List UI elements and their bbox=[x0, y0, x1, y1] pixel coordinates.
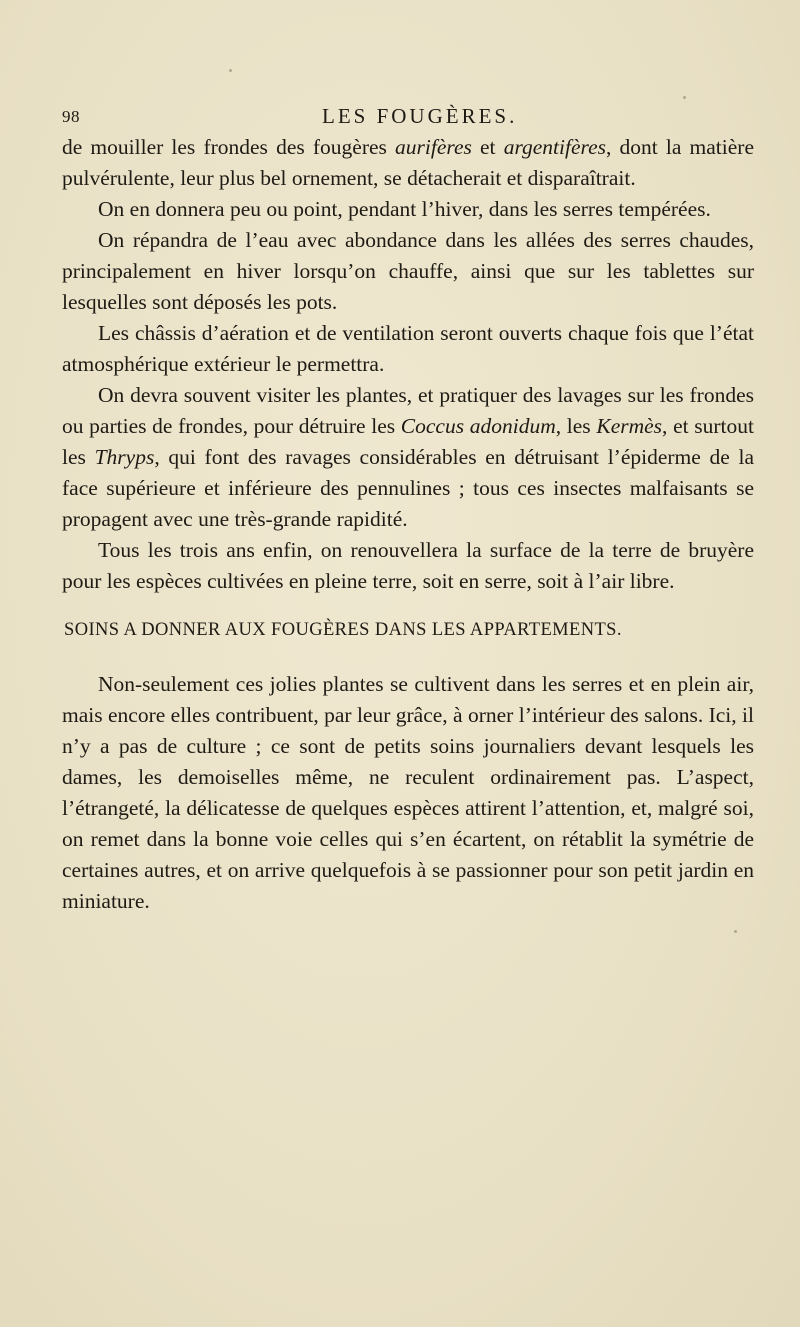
paragraph bbox=[62, 535, 754, 597]
paragraph bbox=[62, 132, 754, 194]
text-run: , dont la matière pulvérulente, leur plus bel ornement, se détacherait et disparaîtrait. bbox=[62, 135, 754, 190]
body-text bbox=[62, 132, 754, 917]
section-heading: SOINS A DONNER AUX FOUGÈRES DANS LES APPARTEMENTS. bbox=[64, 620, 622, 640]
text-run: de mouiller les frondes des fougères bbox=[62, 135, 396, 159]
paragraphs-after-heading bbox=[62, 669, 754, 917]
italic-term: Thryps bbox=[94, 445, 155, 469]
paragraph bbox=[62, 380, 754, 535]
page-number: 98 bbox=[62, 107, 80, 126]
paragraph bbox=[62, 225, 754, 318]
text-run: On devra souvent visiter les plantes, et pratiquer des lavages sur les frondes ou parties de frondes, pour détruire les bbox=[62, 383, 754, 438]
italic-term: Coccus adonidum bbox=[400, 414, 556, 438]
italic-term: Kermès bbox=[596, 414, 663, 438]
italic-term: aurifères bbox=[395, 135, 472, 159]
text-run: , et surtout les bbox=[62, 414, 754, 469]
paper-speck bbox=[683, 96, 686, 99]
paper-speck bbox=[229, 69, 232, 72]
paragraphs-before-heading bbox=[62, 132, 754, 597]
running-head: LES FOUGÈRES. bbox=[322, 104, 518, 128]
page-header bbox=[0, 103, 800, 133]
text-run: , qui font des ravages considérables en détruisant l’épiderme de la face supérieure et inférieure des pennulines ; tous ces insectes malfaisants se propagent avec une très-grande rapidité. bbox=[62, 445, 754, 531]
paragraph bbox=[62, 194, 754, 225]
text-run: Non-seulement ces jolies plantes se cultivent dans les serres et en plein air, mais encore elles contribuent, par leur grâce, à orner l’intérieur des salons. Ici, il n’y a pas de culture ; ce sont de petits soins journaliers devant lesquels les dames, les demoiselles même, ne reculent ordinairement pas. L’aspect, l’étrangeté, la délicatesse de quelques espèces attirent l’attention, et, malgré soi, on remet dans la bonne voie celles qui s’en écartent, on rétablit la symétrie de certaines autres, et on arrive quelquefois à se passionner pour son petit jardin en miniature. bbox=[62, 672, 754, 913]
text-run: On répandra de l’eau avec abondance dans les allées des serres chaudes, principalement en hiver lorsqu’on chauffe, ainsi que sur les tablettes sur lesquelles sont déposés les pots. bbox=[62, 228, 754, 314]
text-run: On en donnera peu ou point, pendant l’hiver, dans les serres tempérées. bbox=[98, 197, 711, 221]
text-run: , les bbox=[555, 414, 597, 438]
italic-term: argentifères bbox=[503, 135, 606, 159]
paragraph bbox=[62, 318, 754, 380]
paragraph bbox=[62, 669, 754, 917]
paper-speck bbox=[734, 930, 737, 933]
text-run: et bbox=[471, 135, 504, 159]
text-run: Tous les trois ans enfin, on renouvellera la surface de la terre de bruyère pour les espèces cultivées en pleine terre, soit en serre, soit à l’air libre. bbox=[62, 538, 754, 593]
text-run: Les châssis d’aération et de ventilation seront ouverts chaque fois que l’état atmosphérique extérieur le permettra. bbox=[62, 321, 754, 376]
